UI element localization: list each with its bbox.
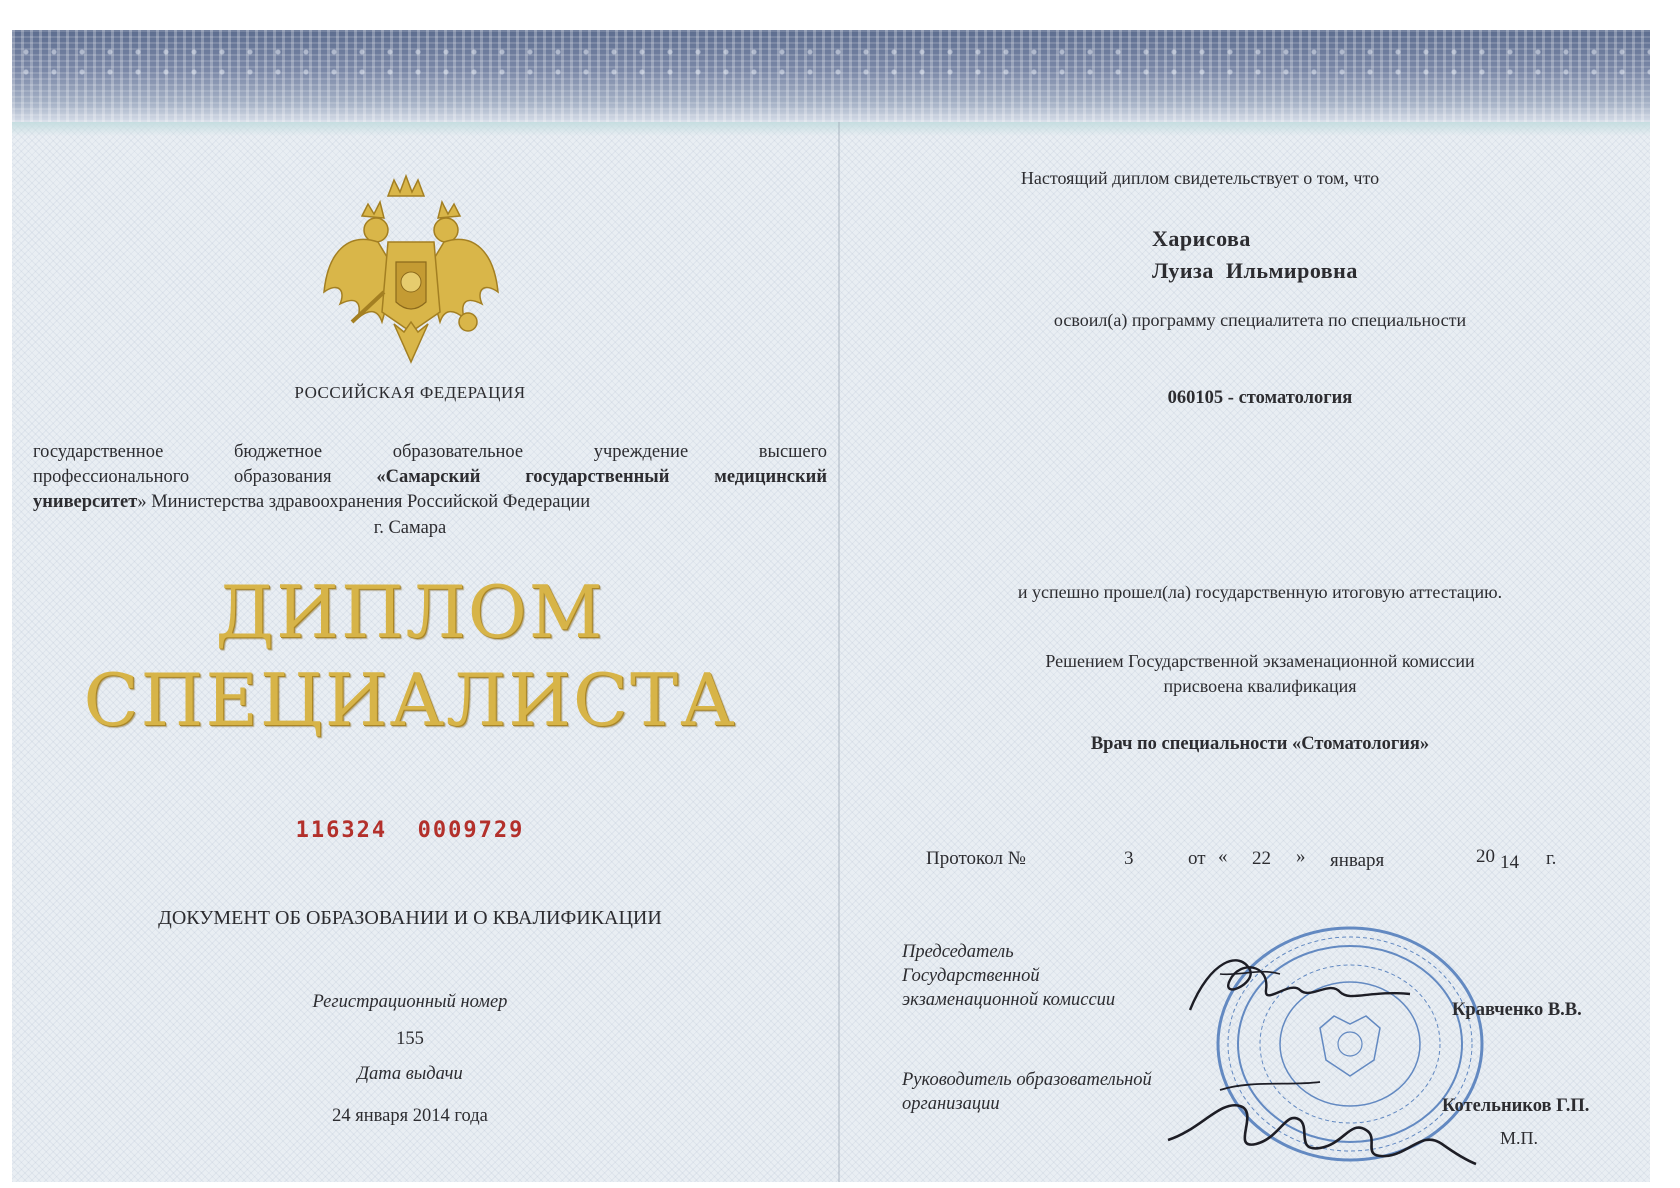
registration-label: Регистрационный номер: [312, 992, 508, 1012]
attestation-text: и успешно прошел(ла) государственную итоговую аттестацию.: [1017, 582, 1503, 602]
year-prefix: 20: [1476, 846, 1495, 867]
holder-given-names: Луиза Ильмировна: [1152, 258, 1358, 283]
program-text: освоил(а) программу специалитета по специальности: [1053, 310, 1467, 330]
chair-title-line-3: экзаменационной комиссии: [902, 990, 1116, 1010]
city: г. Самара: [373, 518, 447, 538]
quote-open: «: [1218, 846, 1228, 867]
org-name-part-1: «Самарский государственный медицинский: [376, 467, 827, 487]
protocol-number: 3: [1124, 848, 1134, 869]
protocol-from-label: от: [1188, 848, 1206, 869]
document-type: ДОКУМЕНТ ОБ ОБРАЗОВАНИИ И О КВАЛИФИКАЦИИ: [158, 907, 662, 929]
year-unit: г.: [1546, 848, 1557, 869]
country-name: РОССИЙСКАЯ ФЕДЕРАЦИЯ: [294, 383, 526, 402]
head-name: Котельников Г.П.: [1442, 1096, 1590, 1116]
org-name-part-2: университет: [33, 492, 138, 512]
protocol-month: января: [1330, 850, 1385, 871]
chair-name: Кравченко В.В.: [1452, 1000, 1582, 1020]
issue-date-label: Дата выдачи: [357, 1064, 463, 1084]
commission-decision-line-1: Решением Государственной экзаменационной комиссии: [1045, 651, 1475, 671]
head-title-line-1: Руководитель образовательной: [902, 1070, 1152, 1090]
registration-number: 155: [396, 1029, 424, 1049]
protocol-label: Протокол №: [926, 848, 1026, 869]
holder-surname: Харисова: [1152, 226, 1251, 251]
head-signature: [1160, 1060, 1480, 1170]
commission-decision-line-2: присвоена квалификация: [1163, 676, 1357, 696]
head-title: [902, 1068, 1152, 1116]
chair-title-line-1: Председатель: [902, 942, 1014, 962]
diploma-title-line-2: СПЕЦИАЛИСТА: [83, 658, 737, 742]
specialty: 060105 - стоматология: [1167, 388, 1353, 408]
chair-signature: [1180, 950, 1420, 1030]
org-line-2-prefix: профессионального образования: [33, 467, 377, 487]
chair-title-line-2: Государственной: [902, 966, 1040, 986]
org-line-1: государственное бюджетное образовательное учреждение высшего: [33, 442, 827, 462]
quote-close: »: [1296, 846, 1306, 867]
page-fold: [838, 122, 840, 1182]
security-pattern-band: [12, 30, 1650, 122]
band-edge: [12, 122, 1650, 136]
intro-text: Настоящий диплом свидетельствует о том, что: [1020, 168, 1380, 188]
year-suffix: 14: [1500, 852, 1519, 873]
protocol-day: 22: [1252, 848, 1271, 869]
ministry-text: » Министерства здравоохранения Российской Федерации: [137, 492, 591, 512]
issue-date: 24 января 2014 года: [332, 1106, 488, 1126]
head-title-line-2: организации: [902, 1094, 1000, 1114]
org-line-3: [33, 492, 733, 513]
org-line-2: [33, 467, 827, 488]
diploma-title-line-1: ДИПЛОМ: [215, 570, 605, 654]
serial-number: 116324 0009729: [295, 818, 525, 843]
qualification: Врач по специальности «Стоматология»: [1090, 734, 1430, 754]
chair-title: [902, 940, 1115, 1012]
seal-place: М.П.: [1500, 1128, 1539, 1148]
coat-of-arms-emblem: [318, 172, 504, 368]
